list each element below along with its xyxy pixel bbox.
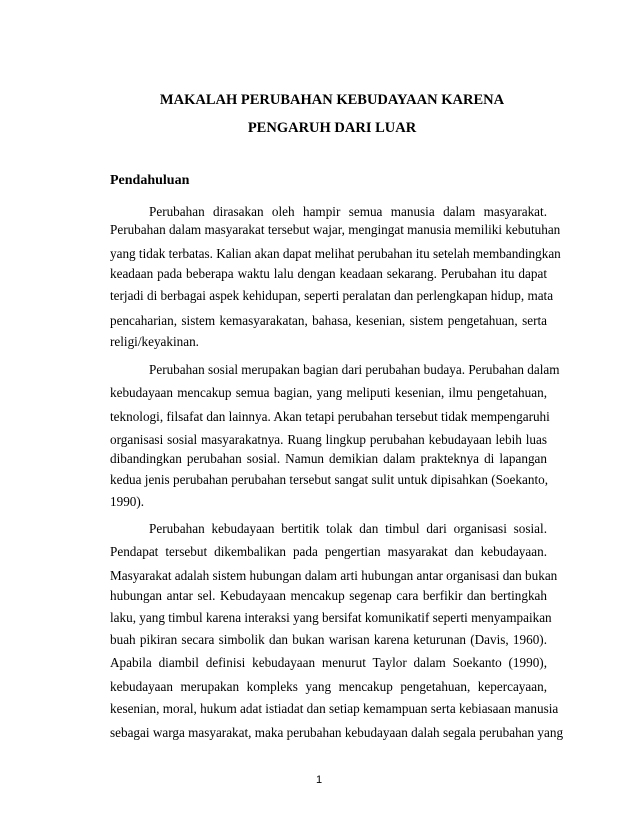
paragraph-line: Masyarakat adalah sistem hubungan dalam arti hubungan antar organisasi dan bukan — [110, 568, 558, 583]
paragraph-line: terjadi di berbagai aspek kehidupan, seperti peralatan dan perlengkapan hidup, mata — [110, 288, 554, 303]
paragraph-line: buah pikiran secara simbolik dan bukan warisan karena keturunan (Davis, 1960). — [110, 632, 547, 647]
paragraph-line: pencaharian, sistem kemasyarakatan, bahasa, kesenian, sistem pengetahuan, serta — [110, 313, 547, 328]
paragraph-line: Perubahan sosial merupakan bagian dari perubahan budaya. Perubahan dalam — [149, 362, 560, 377]
paragraph-line: Perubahan dirasakan oleh hampir semua manusia dalam masyarakat. — [149, 204, 547, 219]
paragraph-line: Apabila diambil definisi kebudayaan menurut Taylor dalam Soekanto (1990), — [110, 655, 547, 670]
paragraph-line: kebudayaan mencakup semua bagian, yang meliputi kesenian, ilmu pengetahuan, — [110, 385, 547, 400]
paragraph-line: organisasi sosial masyarakatnya. Ruang lingkup perubahan kebudayaan lebih luas — [110, 432, 547, 447]
paragraph-line: yang tidak terbatas. Kalian akan dapat melihat perubahan itu setelah membandingkan — [110, 246, 561, 261]
paragraph-line: teknologi, filsafat dan lainnya. Akan tetapi perubahan tersebut tidak mempengaruhi — [110, 409, 550, 424]
paragraph-line: kesenian, moral, hukum adat istiadat dan setiap kemampuan serta kebiasaan manusia — [110, 701, 559, 716]
paragraph-line: kebudayaan merupakan kompleks yang mencakup pengetahuan, kepercayaan, — [110, 679, 547, 694]
paragraph-line: 1990). — [110, 494, 145, 509]
document-title-line-1: MAKALAH PERUBAHAN KEBUDAYAAN KARENA — [159, 92, 505, 108]
paragraph-line: dibandingkan perubahan sosial. Namun demikian dalam prakteknya di lapangan — [110, 451, 547, 466]
paragraph-line: Perubahan kebudayaan bertitik tolak dan timbul dari organisasi sosial. — [149, 521, 547, 536]
page-number: 1 — [315, 774, 323, 786]
paragraph-line: laku, yang timbul karena interaksi yang bersifat komunikatif seperti menyampaikan — [110, 610, 552, 625]
paragraph-line: Perubahan dalam masyarakat tersebut wajar, mengingat manusia memiliki kebutuhan — [110, 222, 561, 237]
paragraph-line: Pendapat tersebut dikembalikan pada pengertian masyarakat dan kebudayaan. — [110, 544, 547, 559]
section-heading: Pendahuluan — [110, 173, 190, 188]
paragraph-line: religi/keyakinan. — [110, 334, 199, 349]
paragraph-line: kedua jenis perubahan perubahan tersebut sangat sulit untuk dipisahkan (Soekanto, — [110, 472, 549, 487]
paragraph-line: sebagai warga masyarakat, maka perubahan kebudayaan dalah segala perubahan yang — [110, 725, 564, 740]
document-title-line-2: PENGARUH DARI LUAR — [247, 120, 417, 136]
paragraph-line: hubungan antar sel. Kebudayaan mencakup segenap cara berfikir dan bertingkah — [110, 588, 547, 603]
paragraph-line: keadaan pada beberapa waktu lalu dengan keadaan sekarang. Perubahan itu dapat — [110, 266, 547, 281]
